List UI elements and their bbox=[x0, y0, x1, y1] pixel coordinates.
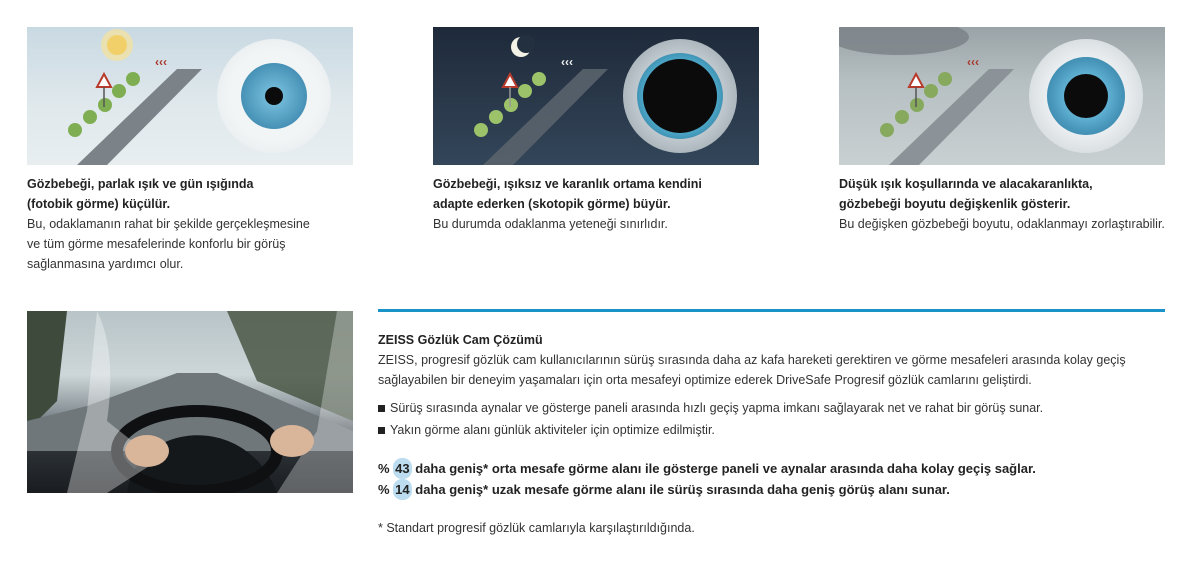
pupil-small bbox=[265, 87, 283, 105]
caption-heading: (fotobik görme) küçülür. bbox=[27, 197, 171, 211]
pupil-large bbox=[643, 59, 717, 133]
twilight-illustration bbox=[839, 27, 1165, 165]
night-caption bbox=[433, 174, 763, 234]
caption-heading: gözbebeği boyutu değişkenlik gösterir. bbox=[839, 197, 1071, 211]
driving-photo bbox=[27, 311, 353, 493]
daylight-illustration bbox=[27, 27, 353, 165]
eye-large-pupil bbox=[623, 39, 737, 153]
svg-text:‹‹‹: ‹‹‹ bbox=[155, 55, 167, 69]
stat-text: daha geniş* uzak mesafe görme alanı ile sürüş sırasında daha geniş görüş alanı sunar. bbox=[411, 482, 950, 497]
zeiss-section bbox=[378, 330, 1178, 500]
stat-highlight-value: 14 bbox=[393, 479, 411, 500]
pupil-medium bbox=[1064, 74, 1108, 118]
bullet-text: Sürüş sırasında aynalar ve gösterge paneli arasında hızlı geçiş yapma imkanı sağlayarak net ve rahat bir görüş sunar. bbox=[390, 401, 1044, 415]
intro-text: sağlayabilen bir deneyim yaşamaları için orta mesafeyi optimize ederek DriveSafe Progresif gözlük camlarını geliştirdi. bbox=[378, 373, 1032, 387]
bullet-item bbox=[378, 420, 1178, 440]
driving-scene bbox=[27, 311, 353, 493]
section-title: ZEISS Gözlük Cam Çözümü bbox=[378, 333, 543, 347]
stat-line bbox=[378, 479, 1178, 500]
caption-body: Bu, odaklamanın rahat bir şekilde gerçekleşmesine bbox=[27, 217, 310, 231]
caption-heading: Gözbebeği, parlak ışık ve gün ışığında bbox=[27, 177, 254, 191]
night-illustration bbox=[433, 27, 759, 165]
bullet-text: Yakın görme alanı günlük aktiviteler için optimize edilmiştir. bbox=[390, 423, 715, 437]
caption-body: Bu değişken gözbebeği boyutu, odaklanmayı zorlaştırabilir. bbox=[839, 217, 1165, 231]
caption-body: sağlanmasına yardımcı olur. bbox=[27, 257, 184, 271]
daylight-caption bbox=[27, 174, 357, 274]
stat-prefix: % bbox=[378, 482, 394, 497]
svg-text:‹‹‹: ‹‹‹ bbox=[967, 55, 979, 69]
caption-heading: Düşük ışık koşullarında ve alacakaranlıkta, bbox=[839, 177, 1093, 191]
caption-heading: Gözbebeği, ışıksız ve karanlık ortama kendini bbox=[433, 177, 702, 191]
eye-medium-pupil bbox=[1029, 39, 1143, 153]
footnote: * Standart progresif gözlük camlarıyla karşılaştırıldığında. bbox=[378, 521, 695, 535]
eye-small-pupil bbox=[217, 39, 331, 153]
accent-divider bbox=[378, 309, 1165, 312]
stat-highlight-value: 43 bbox=[393, 458, 411, 479]
bullet-square-icon bbox=[378, 427, 385, 434]
stat-prefix: % bbox=[378, 461, 394, 476]
stat-line bbox=[378, 458, 1178, 479]
intro-text: ZEISS, progresif gözlük cam kullanıcılarının sürüş sırasında daha az kafa hareketi gerektiren ve görme mesafeleri arasında kolay geçiş bbox=[378, 353, 1126, 367]
caption-body: ve tüm görme mesafelerinde konforlu bir görüş bbox=[27, 237, 286, 251]
stat-text: daha geniş* orta mesafe görme alanı ile gösterge paneli ve aynalar arasında daha kolay geçiş sağlar. bbox=[411, 461, 1036, 476]
bullet-item bbox=[378, 398, 1178, 418]
svg-text:‹‹‹: ‹‹‹ bbox=[561, 55, 573, 69]
twilight-caption bbox=[839, 174, 1189, 234]
bullet-square-icon bbox=[378, 405, 385, 412]
caption-body: Bu durumda odaklanma yeteneği sınırlıdır. bbox=[433, 217, 668, 231]
caption-heading: adapte ederken (skotopik görme) büyür. bbox=[433, 197, 671, 211]
